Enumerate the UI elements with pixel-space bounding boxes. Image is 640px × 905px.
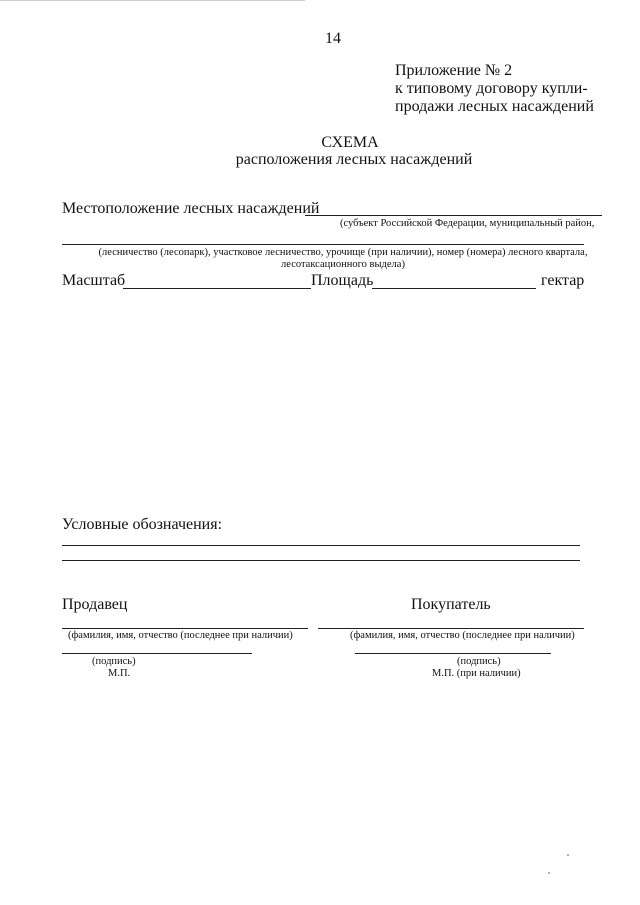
page-number: 14 — [325, 30, 341, 47]
area-unit: гектар — [541, 272, 585, 289]
appendix-line-3: продажи лесных насаждений — [395, 98, 594, 115]
document-subtitle: расположения лесных насаждений — [235, 151, 473, 168]
location-hint-subject: (субъект Российской Федерации, муниципальный район, — [340, 218, 595, 229]
buyer-name-hint: (фамилия, имя, отчество (последнее при наличии) — [350, 630, 575, 641]
scan-edge — [0, 0, 305, 1]
location-hint-forestry: (лесничество (лесопарк), участковое лесничество, урочище (при наличии), номер (номера) лесного квартала, — [98, 247, 588, 258]
location-line-2 — [62, 244, 584, 245]
seller-name-hint: (фамилия, имя, отчество (последнее при наличии) — [68, 630, 293, 641]
scan-speck — [548, 872, 550, 874]
seller-label: Продавец — [62, 596, 128, 613]
location-hint-allotment: лесотаксационного выдела) — [281, 259, 405, 270]
buyer-stamp: М.П. (при наличии) — [432, 668, 521, 679]
document-title: СХЕМА — [321, 134, 379, 151]
seller-sign-hint: (подпись) — [92, 656, 136, 667]
scale-label: Масштаб — [62, 272, 126, 289]
scale-line — [123, 288, 311, 289]
buyer-name-line — [318, 628, 584, 629]
legend-line-2 — [62, 560, 580, 561]
legend-line-1 — [62, 545, 580, 546]
buyer-sign-hint: (подпись) — [457, 656, 501, 667]
area-label: Площадь — [311, 272, 374, 289]
appendix-line-1: Приложение № 2 — [395, 62, 513, 79]
appendix-line-2: к типовому договору купли- — [395, 80, 588, 97]
area-line — [372, 288, 536, 289]
seller-stamp: М.П. — [108, 668, 131, 679]
buyer-sign-line — [355, 653, 551, 654]
seller-sign-line — [62, 653, 252, 654]
location-line-1 — [305, 215, 602, 216]
seller-name-line — [62, 628, 308, 629]
buyer-label: Покупатель — [411, 596, 491, 613]
scan-speck — [567, 854, 569, 856]
location-label: Местоположение лесных насаждений — [62, 200, 320, 217]
legend-label: Условные обозначения: — [62, 516, 223, 533]
